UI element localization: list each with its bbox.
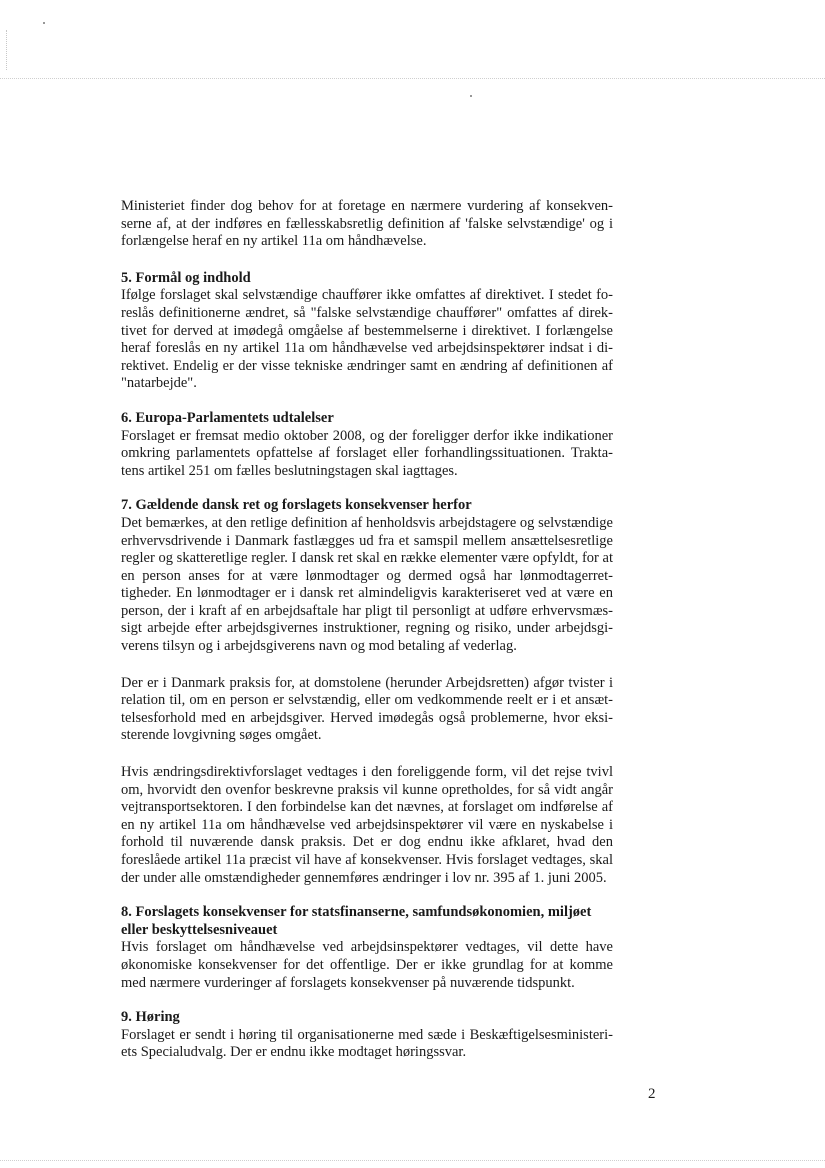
section-6: [121, 410, 613, 480]
scan-edge-left: [6, 30, 7, 70]
section-paragraph: Hvis ændringsdirektivforslaget vedtages i den foreliggende form, vil det rejse tvivl om, hvorvidt den ovenfor beskrevne praksis vil kunne opretholdes, for så vidt angår vejtransportsektoren. I den forbindelse kan det nævnes, at forslaget om indførelse af en ny artikel 11a om håndhævelse ved arbejdsinspektører vil være en nyskabelse i forhold til nuværende dansk praksis. Det er dog endnu ikke afklaret, hvad den foreslåede artikel 11a præcist vil have af konsekvenser. Hvis forslaget vedtages, skal der under alle omstændigheder gennemføres ændringer i lov nr. 395 af 1. juni 2005.: [121, 764, 613, 886]
intro-paragraph: Ministeriet finder dog behov for at foretage en nærmere vurdering af konsekvenserne af, at der indføres en fællesskabsretlig definition af 'falske selvstændige' og i forlængelse heraf en ny artikel 11a om håndhævelse.: [121, 198, 613, 250]
section-paragraph: Ifølge forslaget skal selvstændige chauffører ikke omfattes af direktivet. I stedet foreslås definitionerne ændret, så "falske selvstændige chauffører" omfattes af direktivet for derved at imødegå omgåelse af bestemmelserne i direktivet. I forlængelse heraf foreslås en ny artikel 11a om håndhævelse ved arbejdsinspektører indsat i direktivet. Endelig er der visse tekniske ændringer samt en ændring af definitionen af "natarbejde".: [121, 287, 613, 392]
section-5: [121, 270, 613, 393]
document-body: [121, 198, 613, 1079]
section-paragraph: Forslaget er fremsat medio oktober 2008, og der foreligger derfor ikke indikationer omkring parlamentets opfattelse af forslaget eller forhandlingssituationen. Traktatens artikel 251 om fælles beslutningstagen skal iagttages.: [121, 427, 613, 479]
section-8: [121, 904, 613, 992]
section-paragraph: Hvis forslaget om håndhævelse ved arbejdsinspektører vedtages, vil dette have økonomiske konsekvenser for det offentlige. Der er ikke grundlag for at komme med nærmere vurderinger af forslagets konsekvenser på nuværende tidspunkt.: [121, 939, 613, 991]
scan-speck: [470, 95, 472, 97]
section-heading: 5. Formål og indhold: [121, 269, 251, 286]
section-heading: 6. Europa-Parlamentets udtalelser: [121, 409, 334, 426]
section-7: [121, 497, 613, 887]
section-paragraph: Der er i Danmark praksis for, at domstolene (herunder Arbejdsretten) afgør tvister i relation til, om en person er selvstændig, eller om vedkommende reelt er i et ansættelsesforhold med en arbejdsgiver. Herved imødegås også problemerne, hvor eksisterende lovgivning søges omgået.: [121, 674, 613, 744]
page-number: 2: [648, 1086, 656, 1102]
section-heading: 7. Gældende dansk ret og forslagets konsekvenser herfor: [121, 497, 472, 514]
section-paragraph: Forslaget er sendt i høring til organisationerne med sæde i Beskæftigelsesministeriets Specialudvalg. Der er endnu ikke modtaget høringssvar.: [121, 1026, 613, 1061]
section-paragraph: Det bemærkes, at den retlige definition af henholdsvis arbejdstagere og selvstændige erhvervsdrivende i Danmark fastlægges ud fra et samspil mellem ansættelsesretlige regler og skatteretlige regler. I dansk ret skal en række elementer være opfyldt, for at en person anses for at være lønmodtager og dermed også har lønmodtagerrettigheder. En lønmodtager er i dansk ret almindeligvis karakteriseret ved at være en person, der i kraft af en arbejdsaftale har pligt til personligt at udføre erhvervsmæssigt arbejde efter arbejdsgivernes instruktioner, regning og risiko, under arbejdsgiverens tilsyn og i arbejdsgiverens navn og mod betaling af vederlag.: [121, 514, 613, 655]
scan-speck: [43, 22, 45, 24]
section-9: [121, 1009, 613, 1062]
scan-edge-top: [0, 78, 825, 79]
scan-edge-bottom: [0, 1160, 825, 1161]
section-heading: 9. Høring: [121, 1009, 180, 1026]
section-heading: 8. Forslagets konsekvenser for statsfinanserne, samfundsøkonomien, miljøet eller beskyttelsesniveauet: [121, 904, 592, 938]
